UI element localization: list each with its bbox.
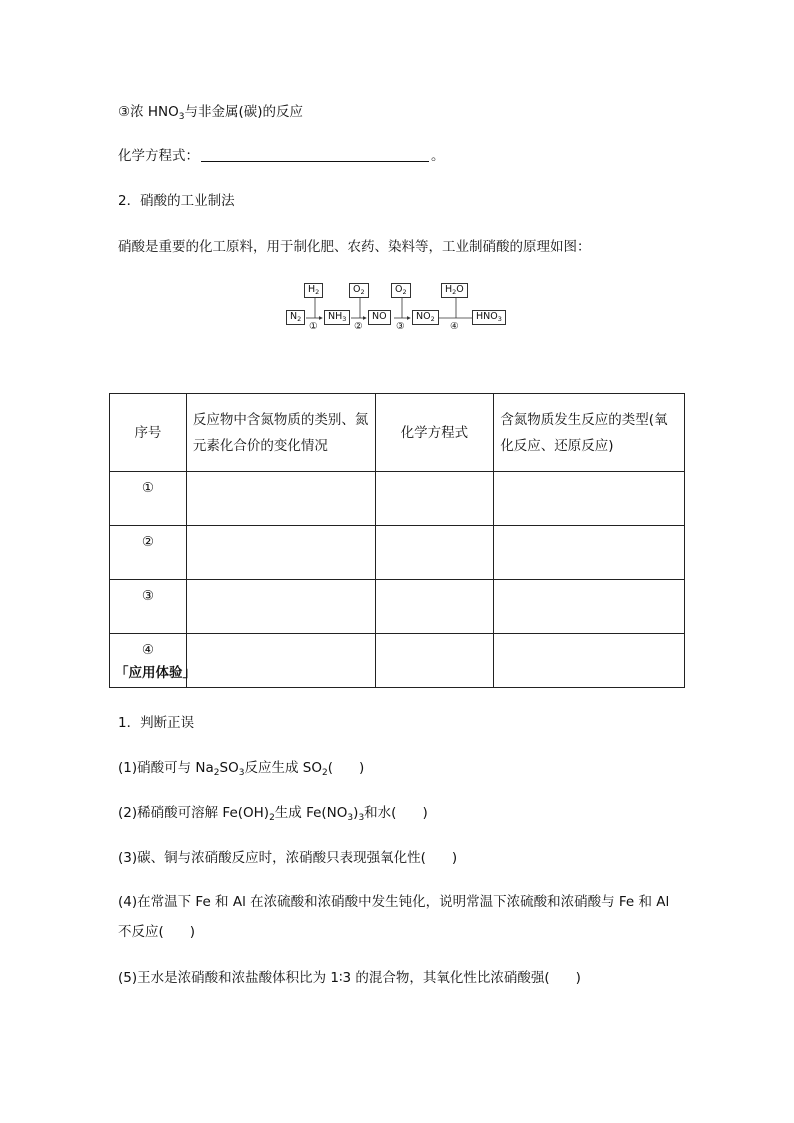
table-cell[interactable] — [494, 526, 685, 580]
row-index: ② — [110, 526, 187, 580]
table-row — [110, 472, 685, 526]
table-cell[interactable] — [375, 526, 494, 580]
substance-box-nh3: $NH_3$ — [324, 310, 350, 325]
table-cell[interactable] — [375, 580, 494, 634]
table-cell[interactable] — [186, 634, 375, 688]
table-cell[interactable] — [186, 526, 375, 580]
reagent-box-h2o: $H_2O$ — [441, 283, 468, 298]
table-cell[interactable] — [375, 634, 494, 688]
row-index: ④ — [110, 634, 187, 688]
question-4-continued: 不反应( ) — [118, 924, 196, 940]
judge-title: 1．判断正误 — [118, 715, 195, 731]
step-label-4: ④ — [450, 321, 459, 332]
table-cell[interactable] — [375, 472, 494, 526]
header-reaction-type: 含氮物质发生反应的类型(氧化反应、还原反应) — [494, 394, 685, 472]
table-cell[interactable] — [494, 634, 685, 688]
substance-box-no2: $NO_2$ — [412, 310, 439, 325]
question-4: (4)在常温下 Fe 和 Al 在浓硫酸和浓硝酸中发生钝化，说明常温下浓硫酸和浓硝酸与 Fe 和 Al — [118, 894, 670, 910]
step-label-2: ② — [354, 321, 363, 332]
question-5: (5)王水是浓硝酸和浓盐酸体积比为 1∶3 的混合物，其氧化性比浓硝酸强( ) — [118, 970, 581, 986]
question-1: (1)硝酸可与 $Na_2SO_3$反应生成 $SO_2$( ) — [118, 760, 365, 778]
row-index: ③ — [110, 580, 187, 634]
table-cell[interactable] — [186, 580, 375, 634]
substance-box-no: NO — [368, 310, 391, 325]
reagent-box-h2: $H_2$ — [304, 283, 323, 298]
substance-box-hno3: $HNO_3$ — [472, 310, 506, 325]
table-cell[interactable] — [186, 472, 375, 526]
substance-box-n2: $N_2$ — [286, 310, 305, 325]
table-header-row — [110, 394, 685, 472]
table-cell[interactable] — [494, 472, 685, 526]
reagent-box-o2-a: $O_2$ — [349, 283, 369, 298]
step-label-3: ③ — [396, 321, 405, 332]
intro-text: 硝酸是重要的化工原料，用于制化肥、农药、染料等，工业制硝酸的原理如图： — [118, 239, 591, 255]
reagent-box-o2-b: $O_2$ — [391, 283, 411, 298]
section-title-industrial: 2．硝酸的工业制法 — [118, 193, 235, 209]
equation-fill-line: 化学方程式： 。 — [118, 148, 445, 164]
row-index: ① — [110, 472, 187, 526]
table-row — [110, 526, 685, 580]
section-title-application: 「应用体验」 — [115, 665, 196, 681]
step-label-1: ① — [309, 321, 318, 332]
table-cell[interactable] — [494, 580, 685, 634]
header-index: 序号 — [110, 394, 187, 472]
table-row — [110, 580, 685, 634]
nitric-acid-process-diagram — [286, 278, 516, 334]
equation-blank[interactable] — [201, 147, 429, 162]
reaction-analysis-table — [109, 393, 685, 688]
header-equation: 化学方程式 — [375, 394, 494, 472]
question-3: (3)碳、铜与浓硝酸反应时，浓硝酸只表现强氧化性( ) — [118, 850, 458, 866]
header-reactant-info: 反应物中含氮物质的类别、氮元素化合价的变化情况 — [186, 394, 375, 472]
reaction-subtitle: ③浓 $HNO_3$与非金属(碳)的反应 — [118, 104, 304, 122]
question-2: (2)稀硝酸可溶解 $Fe(OH)_2$生成 $Fe(NO_3)_3$和水( ) — [118, 805, 428, 823]
